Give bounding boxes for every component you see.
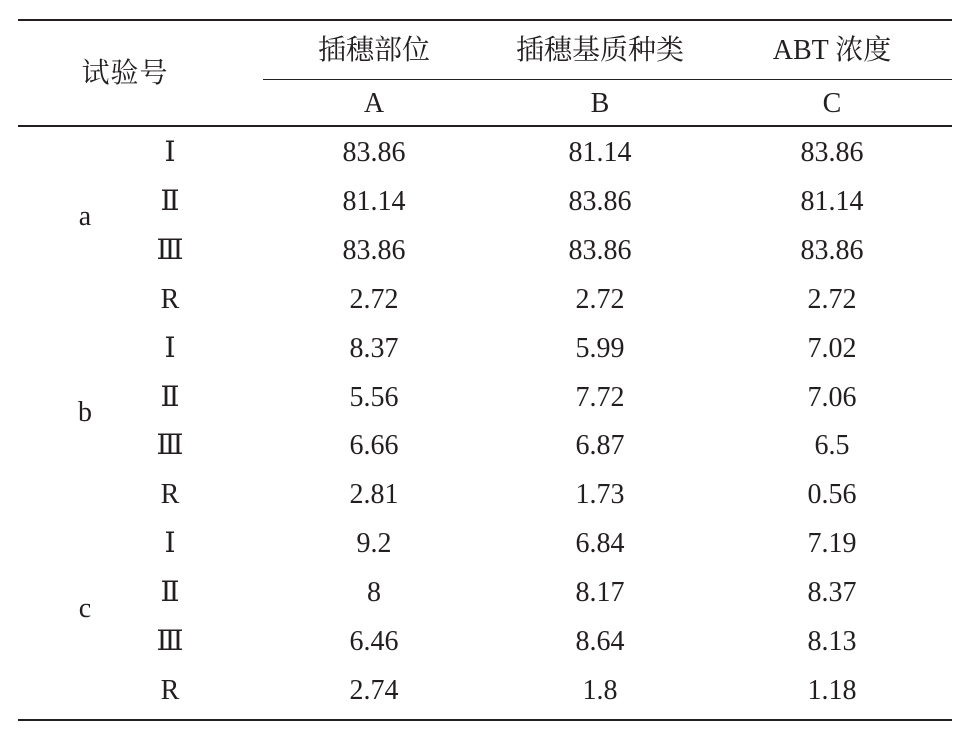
- table-cell: 2.74: [349, 674, 399, 706]
- header-bottom-rule: [18, 125, 952, 127]
- group-label: b: [78, 396, 92, 428]
- table-top-rule: [18, 19, 952, 21]
- table-cell: 7.72: [575, 381, 625, 413]
- level-label: Ⅰ: [164, 137, 176, 168]
- table-cell: 81.14: [800, 185, 864, 217]
- table-cell: 6.66: [349, 430, 399, 462]
- level-label: R: [160, 674, 180, 706]
- table-cell: 83.86: [568, 234, 632, 266]
- level-label: Ⅱ: [160, 577, 180, 609]
- group-label: a: [78, 201, 92, 233]
- table-cell: 7.02: [807, 332, 857, 364]
- table-cell: 9.2: [356, 528, 392, 560]
- table-cell: 83.86: [800, 137, 864, 168]
- level-label: R: [160, 479, 180, 511]
- table-cell: 8.17: [575, 577, 625, 609]
- column-header-name-b: 插穗基质种类: [515, 35, 684, 66]
- table-cell: 8.37: [807, 577, 857, 609]
- level-label: Ⅰ: [164, 332, 176, 364]
- table-cell: 2.81: [349, 479, 399, 511]
- corner-header-label: 试验号: [81, 58, 169, 89]
- column-header-name-a: 插穗部位: [317, 35, 430, 66]
- table-cell: 83.86: [800, 234, 864, 266]
- table-cell: 7.06: [807, 381, 857, 413]
- level-label: Ⅲ: [156, 234, 184, 266]
- level-label: Ⅱ: [160, 381, 180, 413]
- level-label: Ⅲ: [156, 626, 184, 657]
- table-cell: 1.73: [575, 479, 625, 511]
- table-cell: 81.14: [568, 137, 632, 168]
- table-bottom-rule: [18, 719, 952, 721]
- table-cell: 83.86: [342, 234, 406, 266]
- table-cell: 5.99: [575, 332, 625, 364]
- table-cell: 1.8: [582, 674, 618, 706]
- table-cell: 6.84: [575, 528, 625, 560]
- table-cell: 8.64: [575, 626, 625, 657]
- level-label: R: [160, 283, 180, 315]
- table-cell: 7.19: [807, 528, 857, 560]
- level-label: Ⅰ: [164, 528, 176, 560]
- table-cell: 2.72: [807, 283, 857, 315]
- table-cell: 83.86: [342, 137, 406, 168]
- table-cell: 8: [367, 577, 381, 609]
- table-cell: 0.56: [807, 479, 857, 511]
- table-cell: 2.72: [349, 283, 399, 315]
- level-label: Ⅲ: [156, 430, 184, 462]
- table-cell: 8.37: [349, 332, 399, 364]
- table-cell: 8.13: [807, 626, 857, 657]
- table-cell: 5.56: [349, 381, 399, 413]
- group-label: c: [78, 592, 92, 624]
- header-sub-rule: [263, 79, 952, 80]
- table-cell: 2.72: [575, 283, 625, 315]
- table-cell: 81.14: [342, 185, 406, 217]
- table-cell: 6.87: [575, 430, 625, 462]
- table-cell: 1.18: [807, 674, 857, 706]
- table-cell: 6.46: [349, 626, 399, 657]
- level-label: Ⅱ: [160, 185, 180, 217]
- table-cell: 83.86: [568, 185, 632, 217]
- column-header-name-c: ABT 浓度: [772, 35, 892, 66]
- column-header-code-a: A: [363, 88, 385, 119]
- table-cell: 6.5: [814, 430, 850, 462]
- column-header-code-c: C: [822, 88, 842, 119]
- column-header-code-b: B: [590, 88, 610, 119]
